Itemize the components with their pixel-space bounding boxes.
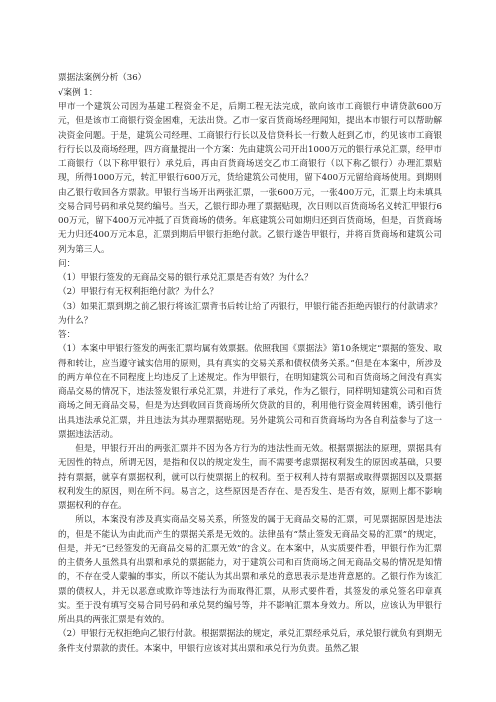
paragraph-answer-1: （1）本案中甲银行签发的两张汇票均属有效票据。依照我国《票据法》第10条规定“票据的签发、取得和转让，应当遵守诚实信用的原则，具有真实的交易关系和债权债务关系。”但是在本案中，所涉及的两方单位在不同程度上均违反了上述规定。作为甲银行，在明知建筑公司和百货商场之间没有真实商品交易的情况下，违法签发银行承兑汇票，并进行了承兑，作为乙银行，同样明知建筑公司和百货商场之间无商品交易，但是为达到收回百货商场所欠贷款的目的，利用他行资金周转困难，诱引他行出具违法承兑汇票，并且违法为其办理票据贴现。另外建筑公司和百货商场均为各自利益参与了这一票据违法活动。 xyxy=(58,344,442,440)
paragraph-question-1: （1）甲银行签发的无商品交易的银行承兑汇票是否有效？为什么？ xyxy=(58,273,313,283)
paragraph-questions-label: 问： xyxy=(58,258,76,269)
paragraph-answers-label: 答： xyxy=(58,330,76,340)
paragraph-answer-1-cont-b: 所以，本案没有涉及真实商品交易关系，所签发的属于无商品交易的汇票，可见票据原因是违法的，但是不能认为由此而产生的票据关系是无效的。法律虽有“禁止签发无商品交易的汇票”的规定，但是，并无“已经签发的无商品交易的汇票无效”的含义。在本案中，从实质要件看，甲银行作为汇票的主债务人虽然具有出票和承兑的票据能力，对于建筑公司和百货商场之间无商品交易的情况是知情的，不存在受人蒙骗的事实，所以不能认为其出票和承兑的意思表示是违背意愿的。乙银行作为该汇票的债权人，并无以恶意或欺诈等违法行为而取得汇票，从形式要件看，其签发的承兑签名印章真实。至于没有填写交易合同号码和承兑契约编号等，并不影响汇票本身效力。所以，应该认为甲银行所出具的两张汇票是有效的。 xyxy=(58,515,442,625)
paragraph-case-facts: 甲市一个建筑公司因为基建工程资金不足，后期工程无法完成，欲向该市工商银行申请贷款600万元，但是该市工商银行资金困难，无法出贷。乙市一家百货商场经理闻知，提出本市银行可以帮助解决资金问题。于是，建筑公司经理、工商银行行长以及信贷科长一行数人赶到乙市，约见该市工商银行行长以及商场经理，四方商量提出一个方案：先由建筑公司开出1000万元的银行承兑汇票，经甲市工商银行（以下称甲银行）承兑后，再由百货商场送交乙市工商银行（以下称乙银行）办理汇票贴现，所得1000万元，转汇甲银行600万元，货给建筑公司使用，留下400万元留给商场使用。到期则由乙银行收回各方票款。甲银行当场开出两张汇票，一张600万元，一张400万元，汇票上均未填具交易合同号码和承兑契约编号。当天，乙银行即办理了票据贴现，次日则以百货商场名义转汇甲银行600万元，留下400万元冲抵了百货商场的债务。年底建筑公司如期归还到百货商场，但是，百货商场无力归还400万元本息，汇票到期后甲银行拒绝付款。乙银行遂告甲银行，并将百货商场和建筑公司列为第三人。 xyxy=(58,102,442,255)
document-title: 票据法案例分析（36） xyxy=(58,73,147,83)
document-body xyxy=(58,100,442,656)
paragraph-answer-1-cont-a: 但是，甲银行开出的两张汇票并不因为各方行为的违法性而无效。根据票据法的原理，票据具有无因性的特点，所谓无因，是指和仅以的规定发生，而不需要考虑票据权利发生的原因或基础，只要持有票据，就享有票据权利，就可以行使票据上的权利。至于权利人持有票据或取得票据因以及票据权利发生的原因，则在所不问。易言之，这些原因是否存在、是否发生、是否有效，原则上都不影响票据权利的存在。 xyxy=(58,444,442,511)
paragraph-question-3: （3）如果汇票到期之前乙银行将该汇票背书后转让给了丙银行，甲银行能否拒绝丙银行的付款请求？为什么？ xyxy=(58,301,442,326)
paragraph-question-2: （2）甲银行有无权利拒绝付款？为什么？ xyxy=(58,287,219,298)
case-label: √案例 1： xyxy=(58,88,98,98)
paragraph-answer-2: （2）甲银行无权拒绝向乙银行付款。根据票据法的规定，承兑汇票经承兑后，承兑银行就负有到期无条件支付票款的责任。本案中，甲银行应该对其出票和承兑行为负责。虽然乙银 xyxy=(58,629,442,654)
document-page xyxy=(58,0,442,702)
